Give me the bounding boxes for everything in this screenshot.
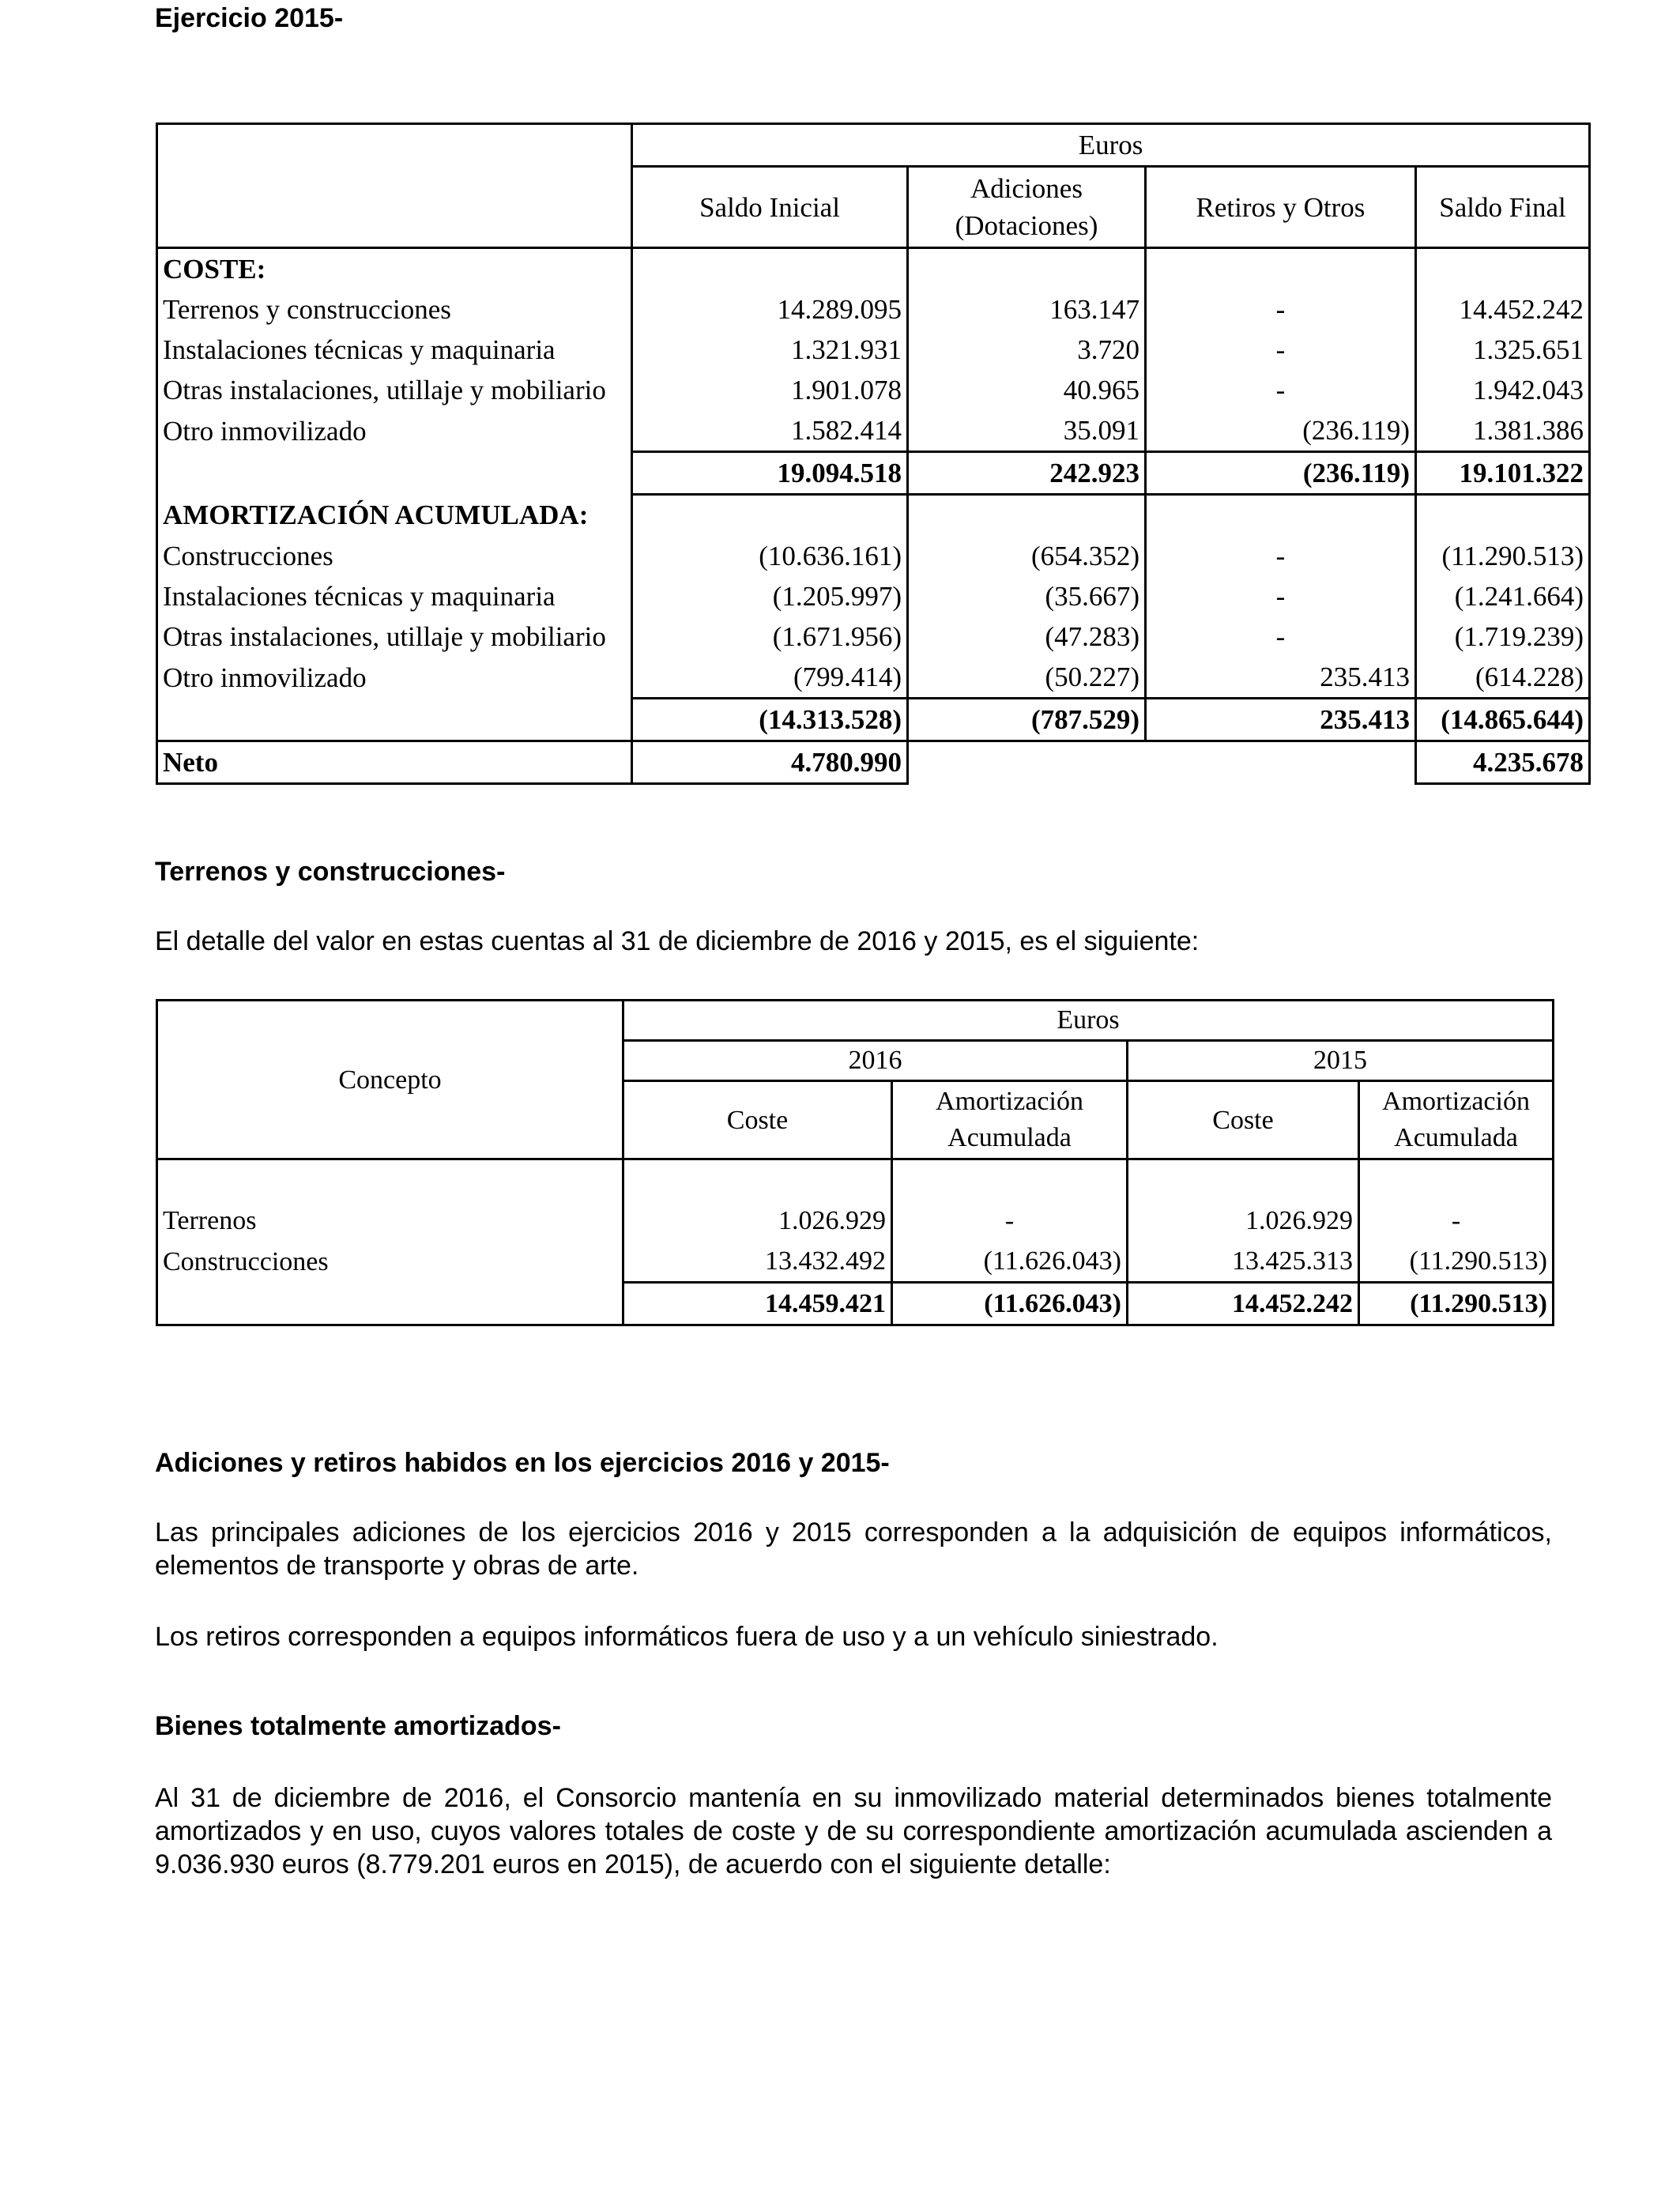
cell-value: (654.352): [908, 536, 1146, 576]
header-saldo-final: Saldo Final: [1416, 167, 1590, 248]
section-row-coste: [157, 248, 1590, 290]
paragraph-adiciones-2: Los retiros corresponden a equipos informáticos fuera de uso y a un vehículo siniestrado.: [155, 1622, 1219, 1652]
header-amort-2016: [892, 1081, 1128, 1159]
cell-value: 1.942.043: [1416, 370, 1590, 410]
cell-value: 235.413: [1146, 657, 1416, 699]
neto-row: [157, 741, 1590, 784]
header-coste-2015: Coste: [1128, 1081, 1359, 1159]
heading-adiciones: Adiciones y retiros habidos en los ejercicios 2016 y 2015-: [155, 1448, 890, 1478]
cell-value: 1.026.929: [1128, 1201, 1359, 1241]
cell-value: -: [1146, 370, 1416, 410]
row-label: Terrenos: [157, 1201, 623, 1241]
cell-value: 14.452.242: [1416, 289, 1590, 330]
row-label: Otras instalaciones, utillaje y mobiliario: [157, 370, 632, 410]
total-value: (11.290.513): [1359, 1283, 1554, 1325]
cell-value: (614.228): [1416, 657, 1590, 699]
total-value: 14.452.242: [1128, 1283, 1359, 1325]
cell-value: 14.289.095: [632, 289, 908, 330]
table-row: [157, 370, 1590, 410]
cell-value: (50.227): [908, 657, 1146, 699]
header-year-2015: 2015: [1128, 1041, 1554, 1081]
header-adiciones: [908, 167, 1146, 248]
cell-value: (799.414): [632, 657, 908, 699]
total-row: [157, 1283, 1554, 1325]
total-value: (11.626.043): [892, 1283, 1128, 1325]
header-euros: Euros: [623, 1001, 1554, 1041]
table-terrenos-construcciones: [156, 999, 1554, 1326]
total-value: (14.313.528): [632, 699, 908, 741]
row-label: Otro inmovilizado: [157, 657, 632, 699]
table-row: [157, 616, 1590, 657]
section-title: Ejercicio 2015-: [155, 3, 344, 33]
table-row: [157, 410, 1590, 452]
table-row: [157, 289, 1590, 330]
paragraph-adiciones-1: Las principales adiciones de los ejercicios 2016 y 2015 corresponden a la adquisición de equipos informáticos, elementos de transporte y obras de arte.: [155, 1517, 1552, 1581]
cell-value: -: [1359, 1201, 1554, 1241]
neto-value: 4.780.990: [632, 741, 908, 784]
header-amort-line1: Amortización: [1382, 1087, 1530, 1116]
cell-value: 163.147: [908, 289, 1146, 330]
total-value: 19.094.518: [632, 452, 908, 495]
coste-label: COSTE:: [157, 248, 632, 290]
header-amort-2015: [1359, 1081, 1554, 1159]
cell-value: -: [1146, 289, 1416, 330]
row-label: Instalaciones técnicas y maquinaria: [157, 330, 632, 370]
heading-terrenos: Terrenos y construcciones-: [155, 857, 506, 887]
cell-value: 3.720: [908, 330, 1146, 370]
cell-value: 1.321.931: [632, 330, 908, 370]
amortizacion-label: AMORTIZACIÓN ACUMULADA:: [157, 495, 632, 537]
cell-value: 1.325.651: [1416, 330, 1590, 370]
table-row: [157, 1241, 1554, 1283]
header-amort-line2: Acumulada: [1394, 1123, 1518, 1152]
cell-value: (10.636.161): [632, 536, 908, 576]
total-row-coste: [157, 452, 1590, 495]
table-inmovilizado-2015: [156, 123, 1591, 785]
cell-value: 40.965: [908, 370, 1146, 410]
row-label: Construcciones: [157, 536, 632, 576]
cell-value: -: [1146, 536, 1416, 576]
row-label: Construcciones: [157, 1241, 623, 1283]
header-year-2016: 2016: [623, 1041, 1128, 1081]
row-label: Otro inmovilizado: [157, 410, 632, 452]
total-value: 242.923: [908, 452, 1146, 495]
cell-value: (1.671.956): [632, 616, 908, 657]
total-value: (787.529): [908, 699, 1146, 741]
total-value: 19.101.322: [1416, 452, 1590, 495]
cell-value: (1.241.664): [1416, 576, 1590, 616]
cell-value: (236.119): [1146, 410, 1416, 452]
total-row-amortizacion: [157, 699, 1590, 741]
cell-value: -: [1146, 576, 1416, 616]
header-empty-cell: [157, 124, 632, 248]
neto-label: Neto: [157, 741, 632, 784]
header-adiciones-line2: (Dotaciones): [955, 210, 1098, 241]
heading-bienes: Bienes totalmente amortizados-: [155, 1711, 561, 1741]
header-coste-2016: Coste: [623, 1081, 892, 1159]
cell-value: (1.205.997): [632, 576, 908, 616]
total-value: 14.459.421: [623, 1283, 892, 1325]
cell-value: 1.901.078: [632, 370, 908, 410]
paragraph-terrenos: El detalle del valor en estas cuentas al 31 de diciembre de 2016 y 2015, es el siguiente:: [155, 926, 1200, 956]
cell-value: -: [1146, 330, 1416, 370]
neto-value: 4.235.678: [1416, 741, 1590, 784]
header-retiros: Retiros y Otros: [1146, 167, 1416, 248]
paragraph-bienes: Al 31 de diciembre de 2016, el Consorcio mantenía en su inmovilizado material determinados bienes totalmente amortizados y en uso, cuyos valores totales de coste y de su correspondiente amortización acumulada ascienden a 9.036.930 euros (8.779.201 euros en 2015), de acuerdo con el siguiente detalle:: [155, 1783, 1552, 1879]
header-saldo-inicial: Saldo Inicial: [632, 167, 908, 248]
table-row: [157, 536, 1590, 576]
total-value: 235.413: [1146, 699, 1416, 741]
table-row: [157, 657, 1590, 699]
header-concepto: Concepto: [157, 1001, 623, 1159]
cell-value: (1.719.239): [1416, 616, 1590, 657]
total-value: (14.865.644): [1416, 699, 1590, 741]
table-row: [157, 576, 1590, 616]
cell-value: (11.290.513): [1416, 536, 1590, 576]
cell-value: (11.290.513): [1359, 1241, 1554, 1283]
row-label: Otras instalaciones, utillaje y mobiliario: [157, 616, 632, 657]
cell-value: 1.582.414: [632, 410, 908, 452]
table-row: [157, 330, 1590, 370]
cell-value: -: [1146, 616, 1416, 657]
header-amort-line1: Amortización: [936, 1087, 1083, 1116]
header-amort-line2: Acumulada: [947, 1123, 1072, 1152]
cell-value: (35.667): [908, 576, 1146, 616]
cell-value: 1.381.386: [1416, 410, 1590, 452]
cell-value: 13.425.313: [1128, 1241, 1359, 1283]
cell-value: (47.283): [908, 616, 1146, 657]
section-row-amortizacion: [157, 495, 1590, 537]
cell-value: 35.091: [908, 410, 1146, 452]
total-value: (236.119): [1146, 452, 1416, 495]
cell-value: 13.432.492: [623, 1241, 892, 1283]
table-row: [157, 1201, 1554, 1241]
row-label: Instalaciones técnicas y maquinaria: [157, 576, 632, 616]
cell-value: 1.026.929: [623, 1201, 892, 1241]
header-adiciones-line1: Adiciones: [970, 173, 1083, 204]
cell-value: -: [892, 1201, 1128, 1241]
row-label: Terrenos y construcciones: [157, 289, 632, 330]
header-euros: Euros: [632, 124, 1590, 167]
cell-value: (11.626.043): [892, 1241, 1128, 1283]
